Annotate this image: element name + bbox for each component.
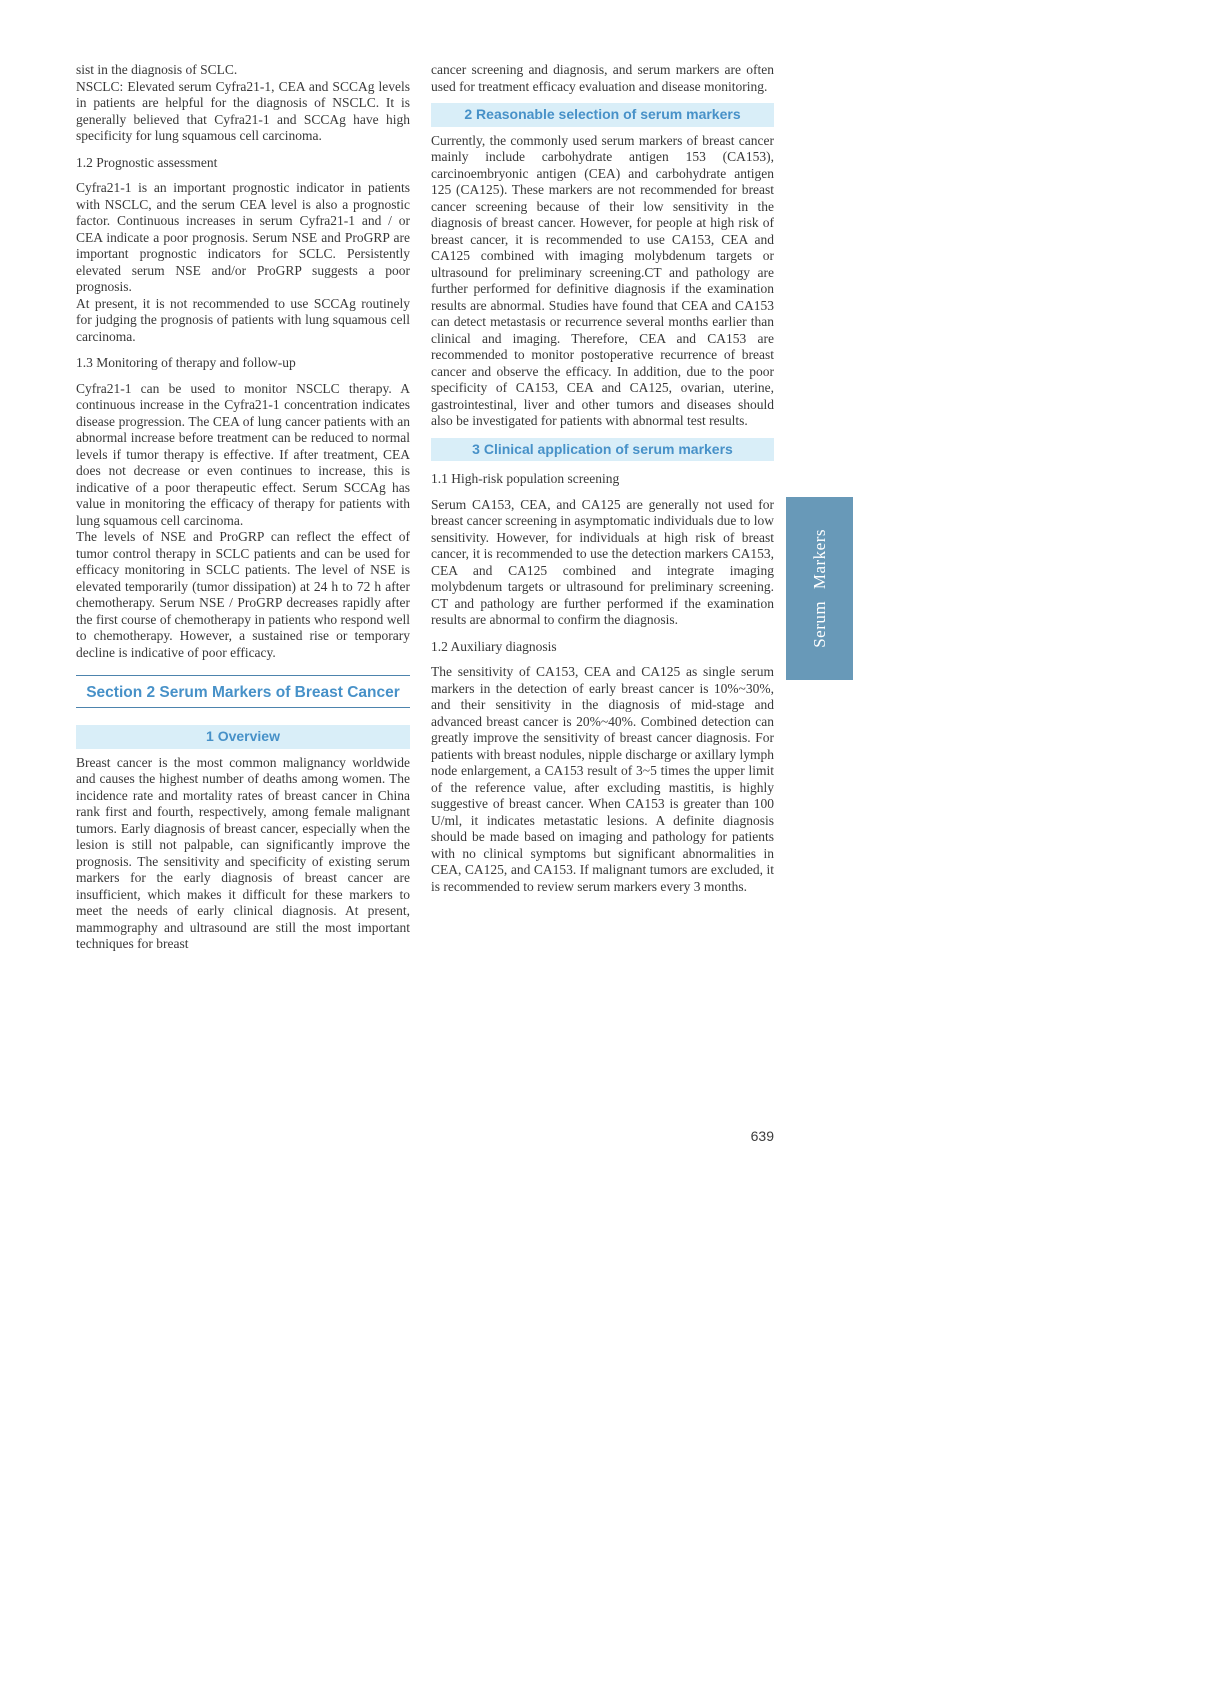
body-paragraph: NSCLC: Elevated serum Cyfra21-1, CEA and SCCAg levels in patients are helpful for the diagnosis of NSCLC. It is generally believed that Cyfra21-1 and SCCAg have high specificity for lung squamous cell carcinoma. — [76, 78, 410, 143]
side-tab-label: Serum Markers — [809, 529, 829, 648]
right-column — [431, 62, 774, 895]
body-paragraph: Serum CA153, CEA, and CA125 are generally not used for breast cancer screening in asymptomatic individuals due to low sensitivity. However, for individuals at high risk of breast cancer, it is recommended to use the detection markers CA153, CEA and CA125 combined and integrate imaging molybdenum targets or ultrasound for preliminary screening. CT and pathology are further performed if the examination results are abnormal to confirm the diagnosis. — [431, 496, 774, 627]
body-paragraph: The levels of NSE and ProGRP can reflect the effect of tumor control therapy in SCLC patients and can be used for efficacy monitoring in SCLC patients. The level of NSE is elevated temporarily (tumor dissipation) at 24 h to 72 h after chemotherapy. Serum NSE / ProGRP decreases rapidly after the first course of chemotherapy in patients who respond well to chemotherapy. However, a sustained rise or temporary decline is indicative of poor efficacy. — [76, 529, 410, 660]
numbered-section-heading: 2 Reasonable selection of serum markers — [431, 103, 774, 127]
body-paragraph: sist in the diagnosis of SCLC. — [76, 62, 238, 77]
body-paragraph: Cyfra21-1 can be used to monitor NSCLC therapy. A continuous increase in the Cyfra21-1 concentration indicates disease progression. The CEA of lung cancer patients with an abnormal increase before treatment can be reduced to normal levels if tumor therapy is effective. If after treatment, CEA does not decrease or even continues to increase, this is indicative of a poor therapeutic effect. Serum SCCAg has value in monitoring the efficacy of therapy for patients with lung squamous cell carcinoma. — [76, 380, 410, 528]
section-title: Section 2 Serum Markers of Breast Cancer — [76, 675, 410, 708]
body-paragraph: Breast cancer is the most common malignancy worldwide and causes the highest number of deaths among women. The incidence rate and mortality rates of breast cancer in China rank first and fourth, respectively, among female malignant tumors. Early diagnosis of breast cancer, especially when the lesion is still not palpable, can significantly improve the prognosis. The sensitivity and specificity of existing serum markers for the early diagnosis of breast cancer are insufficient, which makes it difficult for these markers to meet the needs of early clinical diagnosis. At present, mammography and ultrasound are still the most important techniques for breast — [76, 754, 410, 951]
page-number: 639 — [750, 1128, 774, 1144]
left-column — [76, 62, 410, 953]
numbered-section-heading: 1 Overview — [76, 725, 410, 749]
body-paragraph: Currently, the commonly used serum markers of breast cancer mainly include carbohydrate antigen 153 (CA153), carcinoembryonic antigen (CEA) and carbohydrate antigen 125 (CA125). These markers are not recommended for breast cancer screening because of their low sensitivity in the diagnosis of breast cancer. However, for people at high risk of breast cancer, it is recommended to use CA153, CEA and CA125 combined with imaging molybdenum targets or ultrasound for preliminary screening.CT and pathology are further performed for definitive diagnosis if the examination results are abnormal. Studies have found that CEA and CA153 can detect metastasis or recurrence several months earlier than clinical and imaging. Therefore, CEA and CA153 are recommended to monitor postoperative recurrence of breast cancer and observe the efficacy. In addition, due to the poor specificity of CA153, CEA and CA125, ovarian, uterine, gastrointestinal, liver and other tumors and diseases should also be investigated for patients with abnormal test results. — [431, 132, 774, 428]
subsection-heading: 1.1 High-risk population screening — [431, 471, 620, 486]
subsection-heading: 1.2 Auxiliary diagnosis — [431, 638, 557, 654]
subsection-heading: 1.2 Prognostic assessment — [76, 154, 218, 170]
numbered-section-heading: 3 Clinical application of serum markers — [431, 438, 774, 462]
body-paragraph: cancer screening and diagnosis, and serum markers are often used for treatment efficacy evaluation and disease monitoring. — [431, 62, 774, 94]
body-paragraph: Cyfra21-1 is an important prognostic indicator in patients with NSCLC, and the serum CEA level is also a prognostic factor. Continuous increases in serum Cyfra21-1 and / or CEA indicate a poor prognosis. Serum NSE and ProGRP are important prognostic indicators for SCLC. Persistently elevated serum NSE and/or ProGRP suggests a poor prognosis. — [76, 180, 410, 294]
side-tab-serum-markers — [786, 497, 853, 680]
body-paragraph: At present, it is not recommended to use SCCAg routinely for judging the prognosis of patients with lung squamous cell carcinoma. — [76, 295, 410, 344]
subsection-heading: 1.3 Monitoring of therapy and follow-up — [76, 355, 296, 370]
body-paragraph: The sensitivity of CA153, CEA and CA125 as single serum markers in the detection of early breast cancer is 10%~30%, and their sensitivity in the diagnosis of mid-stage and advanced breast cancer is 20%~40%. Combined detection can greatly improve the sensitivity of breast cancer diagnosis. For patients with breast nodules, nipple discharge or axillary lymph node enlargement, a CA153 result of 3~5 times the upper limit of the reference value, after excluding mastitis, is highly suggestive of breast cancer. When CA153 is greater than 100 U/ml, it indicates metastatic lesions. A definite diagnosis should be made based on imaging and pathology for patients with no clinical symptoms but significant abnormalities in CEA, CA125, and CA153. If malignant tumors are excluded, it is recommended to review serum markers every 3 months. — [431, 664, 774, 894]
